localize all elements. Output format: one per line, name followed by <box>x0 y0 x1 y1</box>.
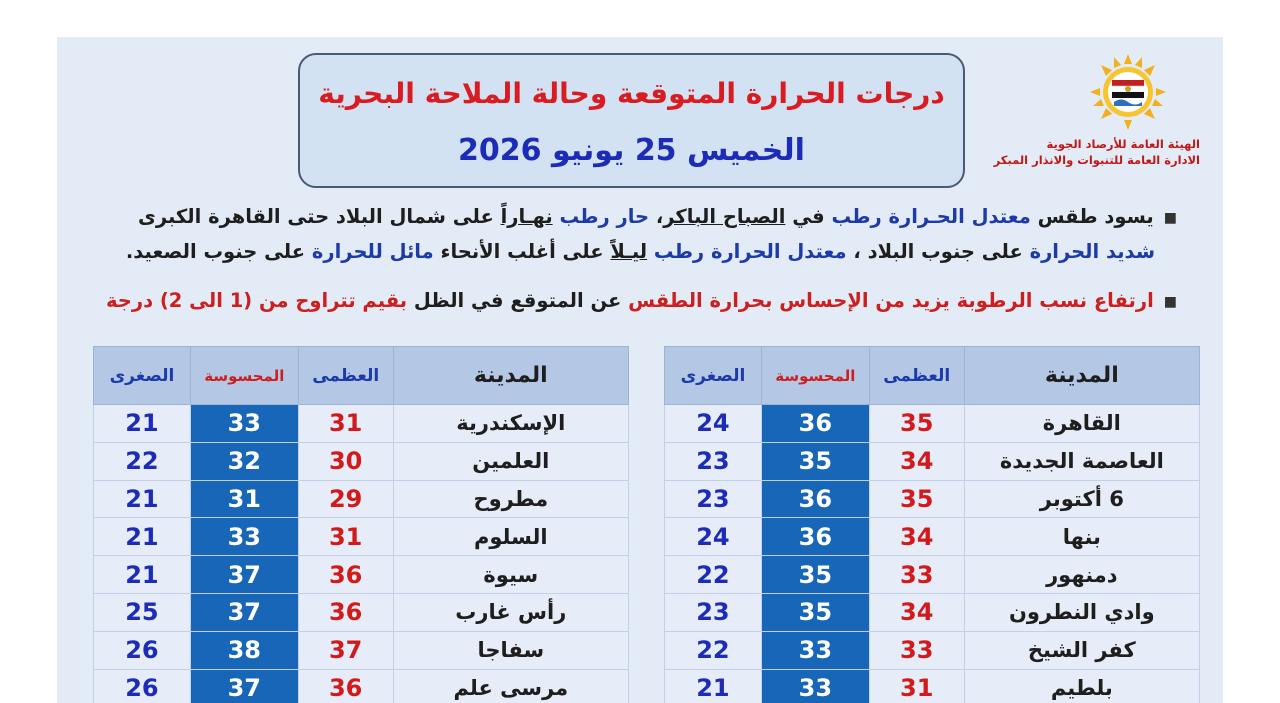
b1-text: يسود طقس <box>1030 205 1154 228</box>
forecast-table-right <box>664 346 1200 703</box>
table-row <box>94 442 629 480</box>
feels-cell: 33 <box>761 631 869 669</box>
bullet-square-icon: ■ <box>1163 209 1177 226</box>
header-min: الصغرى <box>94 347 191 405</box>
bullet-square-icon: ■ <box>1163 293 1177 310</box>
min-cell: 23 <box>665 442 762 480</box>
table-row <box>94 556 629 594</box>
max-cell: 36 <box>298 593 393 631</box>
table-row <box>94 669 629 703</box>
feels-cell: 38 <box>190 631 298 669</box>
table-row <box>94 518 629 556</box>
min-cell: 24 <box>665 518 762 556</box>
table-row <box>665 442 1200 480</box>
max-cell: 31 <box>298 405 393 443</box>
min-cell: 23 <box>665 480 762 518</box>
min-cell: 21 <box>94 405 191 443</box>
feels-cell: 36 <box>761 405 869 443</box>
city-cell: السلوم <box>393 518 628 556</box>
b1-text: نهـاراً <box>500 205 553 228</box>
header-feels: المحسوسة <box>761 347 869 405</box>
city-cell: سيوة <box>393 556 628 594</box>
table-row <box>94 480 629 518</box>
min-cell: 25 <box>94 593 191 631</box>
table-row <box>665 593 1200 631</box>
b1-text: مائل للحرارة <box>311 240 434 263</box>
meteorology-logo-icon <box>1083 52 1173 130</box>
min-cell: 21 <box>94 556 191 594</box>
table-row <box>665 405 1200 443</box>
max-cell: 33 <box>869 631 964 669</box>
city-cell: الإسكندرية <box>393 405 628 443</box>
max-cell: 33 <box>869 556 964 594</box>
b2-text: ارتفاع نسب الرطوبة يزيد من الإحساس بحرارة الطقس <box>628 289 1154 312</box>
forecast-table-left <box>93 346 629 703</box>
org-line-1: الهيئة العامة للأرصاد الجوية <box>1046 137 1200 151</box>
table-header-row <box>94 347 629 405</box>
table-row <box>665 518 1200 556</box>
max-cell: 35 <box>869 405 964 443</box>
b1-text: في <box>785 205 832 228</box>
org-line-2: الادارة العامة للتنبوات والانذار المبكر <box>993 153 1200 167</box>
b2-text: عن المتوقع في الظل <box>407 289 629 312</box>
header-city: المدينة <box>393 347 628 405</box>
city-cell: سفاجا <box>393 631 628 669</box>
feels-cell: 37 <box>190 593 298 631</box>
title-box <box>298 53 965 188</box>
b1-text: على جنوب الصعيد. <box>125 240 312 263</box>
city-cell: العاصمة الجديدة <box>964 442 1199 480</box>
max-cell: 36 <box>298 669 393 703</box>
b1-text: على شمال البلاد حتى القاهرة الكبرى <box>137 205 501 228</box>
max-cell: 29 <box>298 480 393 518</box>
page-title: درجات الحرارة المتوقعة وحالة الملاحة البحرية <box>318 77 945 110</box>
min-cell: 22 <box>665 631 762 669</box>
min-cell: 21 <box>94 480 191 518</box>
header-min: الصغرى <box>665 347 762 405</box>
header-city: المدينة <box>964 347 1199 405</box>
table-row <box>94 405 629 443</box>
table-row <box>94 631 629 669</box>
header-feels: المحسوسة <box>190 347 298 405</box>
max-cell: 35 <box>869 480 964 518</box>
bullet-1-line-2 <box>126 240 1155 263</box>
max-cell: 36 <box>298 556 393 594</box>
max-cell: 34 <box>869 442 964 480</box>
feels-cell: 31 <box>190 480 298 518</box>
city-cell: كفر الشيخ <box>964 631 1199 669</box>
feels-cell: 33 <box>190 405 298 443</box>
table-row <box>665 631 1200 669</box>
city-cell: بنها <box>964 518 1199 556</box>
feels-cell: 35 <box>761 593 869 631</box>
feels-cell: 35 <box>761 442 869 480</box>
max-cell: 31 <box>869 669 964 703</box>
city-cell: وادي النطرون <box>964 593 1199 631</box>
table-row <box>665 480 1200 518</box>
min-cell: 24 <box>665 405 762 443</box>
b1-text: معتدل الحرارة رطب <box>653 240 847 263</box>
b2-text: بقيم تتراوح من (1 الى 2) درجة <box>105 289 408 312</box>
feels-cell: 37 <box>190 556 298 594</box>
city-cell: مطروح <box>393 480 628 518</box>
max-cell: 30 <box>298 442 393 480</box>
table-row <box>665 556 1200 594</box>
feels-cell: 32 <box>190 442 298 480</box>
b1-text <box>647 240 654 263</box>
feels-cell: 36 <box>761 480 869 518</box>
feels-cell: 36 <box>761 518 869 556</box>
city-cell: 6 أكتوبر <box>964 480 1199 518</box>
b1-text: شديد الحرارة <box>1029 240 1155 263</box>
b1-text: على أغلب الأنحاء <box>433 240 611 263</box>
feels-cell: 33 <box>190 518 298 556</box>
page-date: الخميس 25 يونيو 2026 <box>458 133 805 168</box>
bullet-2 <box>106 289 1177 312</box>
city-cell: دمنهور <box>964 556 1199 594</box>
min-cell: 21 <box>94 518 191 556</box>
min-cell: 22 <box>665 556 762 594</box>
min-cell: 26 <box>94 669 191 703</box>
header-max: العظمى <box>869 347 964 405</box>
min-cell: 26 <box>94 631 191 669</box>
b1-text: ليـلاً <box>610 240 648 263</box>
min-cell: 22 <box>94 442 191 480</box>
city-cell: مرسى علم <box>393 669 628 703</box>
header-max: العظمى <box>298 347 393 405</box>
bullet-1-line-1 <box>138 205 1177 228</box>
city-cell: رأس غارب <box>393 593 628 631</box>
min-cell: 21 <box>665 669 762 703</box>
b1-text: الصباح الباكر <box>663 205 786 228</box>
b1-text: ، <box>649 205 664 228</box>
b1-text: معتدل الحـرارة رطب <box>831 205 1031 228</box>
min-cell: 23 <box>665 593 762 631</box>
b1-text: حار رطب <box>559 205 650 228</box>
city-cell: بلطيم <box>964 669 1199 703</box>
max-cell: 34 <box>869 593 964 631</box>
table-row <box>94 593 629 631</box>
table-row <box>665 669 1200 703</box>
feels-cell: 37 <box>190 669 298 703</box>
feels-cell: 35 <box>761 556 869 594</box>
organization-name <box>985 136 1200 168</box>
city-cell: العلمين <box>393 442 628 480</box>
table-header-row <box>665 347 1200 405</box>
max-cell: 34 <box>869 518 964 556</box>
b1-text: على جنوب البلاد ، <box>846 240 1030 263</box>
feels-cell: 33 <box>761 669 869 703</box>
max-cell: 37 <box>298 631 393 669</box>
city-cell: القاهرة <box>964 405 1199 443</box>
max-cell: 31 <box>298 518 393 556</box>
